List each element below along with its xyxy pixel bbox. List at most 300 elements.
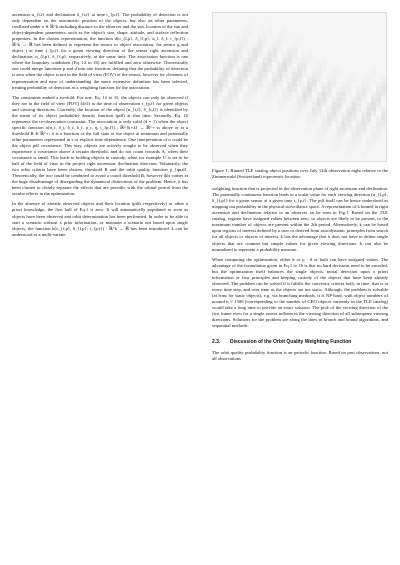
map-bin [371,77,376,82]
map-bin [317,67,322,72]
map-bin [257,72,262,77]
map-bin [376,117,381,122]
map-bin [332,141,337,146]
map-bin [228,62,233,67]
map-bin [223,97,228,102]
map-bin [297,102,302,107]
map-bin [262,62,267,67]
map-bin [292,48,297,53]
map-bin [366,117,371,122]
map-bin [307,112,312,117]
map-bin [376,82,381,87]
paragraph: weighting function that is projected in the observation plane of right ascension and declination. The potentially continuous function leads to a scalar value for each viewing direction (α_{f,p}, δ_{f,p}) for a given sensor at a given time t_{p,f}. The pdf itself can be hence understood as mapping out probability in the physical surveillance space. A representation of k binned in right ascension and declination relative to an observer an be seen in Fig.1. Based on the TLE catalog, regions have assigned values between zero, so objects are likely to be present, to the maximum number of objects are present within the 2th period. Alternatively, k can be based upon regions of interest defined by a user or derived from astrodynamic principles from search for all objects or objects of interest. k has the advantage that it does not have to define single objects that are counted but simple values for given viewing directions. k can also be normalized to represent a probability measure. [212,186,388,252]
map-bin [277,72,282,77]
map-bin [218,92,223,97]
map-bin [262,92,267,97]
map-bin [381,126,386,131]
map-bin [376,102,381,107]
map-bin [332,146,337,151]
map-bin [228,72,233,77]
map-bin [233,52,238,57]
map-bin [356,87,361,92]
map-bin [262,28,267,33]
map-bin [292,77,297,82]
map-bin [282,38,287,43]
map-bin [376,92,381,97]
map-bin [223,48,228,53]
map-bin [243,72,248,77]
section-heading [212,339,388,345]
map-bin [342,92,347,97]
map-bin [366,102,371,107]
map-bin [346,77,351,82]
map-bin [302,87,307,92]
map-bin [337,107,342,112]
map-bin [228,57,233,62]
map-bin [218,82,223,87]
map-bin [346,126,351,131]
map-bin [228,87,233,92]
map-bin [361,126,366,131]
map-bin [243,107,248,112]
map-bin [267,33,272,38]
map-bin [257,67,262,72]
map-bin [342,131,347,136]
map-bin [277,97,282,102]
map-bin [267,23,272,28]
map-bin [243,97,248,102]
map-bin [282,72,287,77]
map-bin [361,122,366,127]
map-bin [287,57,292,62]
map-bin [376,131,381,136]
map-bin [253,43,258,48]
map-bin [317,102,322,107]
map-bin [297,43,302,48]
map-bin [253,48,258,53]
map-bin [322,122,327,127]
map-bin [292,67,297,72]
map-bin [223,62,228,67]
map-bin [337,122,342,127]
map-bin [351,72,356,77]
map-bin [257,43,262,48]
map-bin [381,97,386,102]
map-bin [332,82,337,87]
map-bin [351,112,356,117]
map-bin [371,72,376,77]
map-bin [253,52,258,57]
map-bin [307,57,312,62]
map-bin [292,102,297,107]
map-bin [366,122,371,127]
map-bin [302,107,307,112]
map-bin [243,102,248,107]
map-bin [282,77,287,82]
map-bin [322,131,327,136]
right-column [212,12,388,362]
map-bin [297,97,302,102]
map-bin [257,38,262,43]
map-bin [262,52,267,57]
map-bin [287,97,292,102]
map-bin [322,102,327,107]
map-bin [233,82,238,87]
figure-caption: Figure 1: Binned TLE catalog object positions over July 12th observation night relative to the Zimmerwald (Switzerland) topocentric location. [212,168,388,180]
map-bin [272,77,277,82]
map-bin [366,146,371,151]
map-bin [322,82,327,87]
map-bin [238,67,243,72]
map-bin [381,87,386,92]
map-bin [297,62,302,67]
map-bin [317,62,322,67]
map-bin [376,126,381,131]
map-bin [346,112,351,117]
map-bin [238,38,243,43]
map-bin [292,112,297,117]
map-bin [366,87,371,92]
map-bin [248,97,253,102]
map-bin [371,136,376,141]
map-bin [317,72,322,77]
map-bin [223,107,228,112]
map-bin [267,28,272,33]
paragraph: In the absence of already observed objects and their location (pdfs respectively) or other a priori knowledge, the first half of Eq.1 is zero. It will automatically populated as soon as objects have been observed and orbit determination has been performed. In order to be able to start a scenario without a prior information, or maintain a scenario not based upon single objects, the function k(o_{f,p}, δ_{f,p}, t_{p,f}) : ℝ^k → ℝ has been introduced. k can be understood as a multi-variate [12,201,188,237]
map-bin [302,102,307,107]
map-bin [356,141,361,146]
map-bin [327,77,332,82]
map-bin [322,117,327,122]
map-bin [248,52,253,57]
paragraph: The constraints embed a twofold. For one, Eq. 12 to 15, the objects can only be observed if they are in the field of view (FOV) (dr/l) at the time of observation t_{p,f} for given objects and viewing directions. Currently, the location of the object (α_{t,f}, δ_{t,f}) is identified by the mean of its object probability density function (pdf) at that time. Secondly, Eq. 16 represents the re-observation constraint. The association is only valid (d = 1) when the object specific function σ(α_t, δ_t, δ_f, δ_f, ρ_t, η, t_{p,f}) : ℝ^{k+4} → ℝ^+ is above or at a threshold R ∈ ℝ^+; it is a function of the full state of the object at minimum and potentially other parameters represented in ε or explicit time dependence. One interpretation of σ could be the object pdf covariance. This way, objects are actively sought to be observed when they experience a covariance above a certain threshold, and do not count towards A, when their covariance is small. This leads to holding objects in custody, when for example U is set to be half of the field of view in the project right ascension, declination direction. Voluntarily, the two orbit criteria have been chosen, threshold R and the orbit quality function ρ_{qual}. Theoretically, the two could be combined to avoid a cutoff threshold R, however this comes at the huge disadvantage of disregarding the dynamical distinctions of the problem. Hence, it has been chosen to clearly separate the effects that are periodic with the orbital period from the secular effects in the optimization. [12,94,188,197]
map-bin [292,43,297,48]
map-bin [233,97,238,102]
map-bin [218,77,223,82]
map-bin [243,67,248,72]
map-bin [213,82,218,87]
map-bin [317,77,322,82]
map-bin [238,52,243,57]
map-bin [381,117,386,122]
map-bin [262,97,267,102]
map-bin [218,87,223,92]
map-bin [302,62,307,67]
map-bin [272,87,277,92]
figure-1 [212,12,387,162]
map-bin [297,72,302,77]
map-bin [272,43,277,48]
map-bin [361,117,366,122]
map-bin [366,141,371,146]
map-bin [287,62,292,67]
map-bin [233,43,238,48]
map-bin [262,57,267,62]
map-bin [223,82,228,87]
map-bin [356,97,361,102]
map-bin [248,92,253,97]
map-bin [371,102,376,107]
map-bin [346,87,351,92]
map-bin [312,112,317,117]
map-bin [327,92,332,97]
map-bin [351,102,356,107]
map-bin [223,112,228,117]
map-bin [272,52,277,57]
map-bin [238,48,243,53]
map-bin [223,67,228,72]
map-bin [366,107,371,112]
map-bin [233,92,238,97]
map-bin [332,107,337,112]
map-bin [287,92,292,97]
map-bin [292,82,297,87]
map-bin [327,107,332,112]
map-bin [297,82,302,87]
map-bin [257,77,262,82]
map-bin [243,57,248,62]
map-bin [238,57,243,62]
map-bin [322,97,327,102]
map-bin [257,48,262,53]
map-bin [253,82,258,87]
map-bin [307,92,312,97]
map-bin [282,97,287,102]
map-bin [262,67,267,72]
map-bin [282,87,287,92]
map-bin [257,52,262,57]
map-bin [218,52,223,57]
map-bin [371,131,376,136]
map-bin [243,92,248,97]
map-bin [317,131,322,136]
map-bin [267,62,272,67]
map-bin [317,107,322,112]
map-bin [302,92,307,97]
map-bin [361,151,366,156]
map-bin [267,87,272,92]
map-bin [213,67,218,72]
map-bin [238,107,243,112]
map-bin [218,48,223,53]
map-bin [277,43,282,48]
map-bin [297,92,302,97]
map-bin [292,52,297,57]
map-bin [238,72,243,77]
map-bin [297,57,302,62]
map-bin [371,126,376,131]
map-bin [361,82,366,87]
map-bin [213,126,218,131]
map-bin [332,117,337,122]
map-bin [282,57,287,62]
map-bin [322,57,327,62]
map-bin [302,52,307,57]
map-bin [287,87,292,92]
map-bin [272,92,277,97]
map-bin [337,72,342,77]
map-bin [228,67,233,72]
map-bin [218,117,223,122]
map-bin [272,72,277,77]
map-bin [292,107,297,112]
map-bin [342,97,347,102]
map-bin [213,77,218,82]
map-bin [322,87,327,92]
map-bin [317,126,322,131]
map-bin [243,77,248,82]
map-bin [327,122,332,127]
map-bin [361,77,366,82]
map-bin [376,87,381,92]
map-bin [228,97,233,102]
map-bin [243,28,248,33]
map-bin [297,107,302,112]
map-bin [243,82,248,87]
map-bin [381,82,386,87]
map-bin [302,72,307,77]
map-bin [262,72,267,77]
map-bin [381,77,386,82]
map-bin [292,92,297,97]
map-bin [213,122,218,127]
map-bin [376,97,381,102]
map-bin [322,67,327,72]
map-bin [218,112,223,117]
map-bin [292,72,297,77]
map-bin [248,72,253,77]
map-bin [267,92,272,97]
map-bin [361,92,366,97]
map-bin [297,67,302,72]
map-bin [366,82,371,87]
section-title: Discussion of the Orbit Quality Weighting Function [230,339,352,346]
map-bin [327,72,332,77]
map-bin [327,112,332,117]
map-bin [346,117,351,122]
map-bin [346,146,351,151]
map-bin [233,48,238,53]
map-bin [307,82,312,87]
map-bin [218,107,223,112]
map-bin [356,92,361,97]
map-bin [257,62,262,67]
map-bin [277,67,282,72]
map-bin [257,33,262,38]
map-bin [371,112,376,117]
map-bin [351,141,356,146]
map-bin [317,136,322,141]
map-bin [342,112,347,117]
map-bin [346,122,351,127]
map-bin [356,131,361,136]
map-bin [282,62,287,67]
map-bin [356,122,361,127]
map-bin [332,97,337,102]
map-bin [262,77,267,82]
map-bin [351,131,356,136]
map-bin [262,102,267,107]
map-bin [213,52,218,57]
map-bin [253,92,258,97]
map-bin [332,112,337,117]
map-bin [366,77,371,82]
map-bin [342,126,347,131]
map-bin [351,146,356,151]
map-bin [243,38,248,43]
map-bin [327,82,332,87]
map-bin [376,122,381,127]
map-bin [287,82,292,87]
map-bin [307,48,312,53]
map-bin [351,126,356,131]
map-bin [332,67,337,72]
map-bin [346,92,351,97]
map-bin [287,52,292,57]
map-bin [248,82,253,87]
map-bin [346,141,351,146]
map-bin [356,126,361,131]
map-bin [253,62,258,67]
map-bin [223,43,228,48]
map-bin [376,107,381,112]
map-bin [337,102,342,107]
map-bin [312,107,317,112]
map-bin [307,72,312,77]
map-bin [351,136,356,141]
map-bin [238,77,243,82]
map-bin [248,57,253,62]
map-bin [262,38,267,43]
map-bin [233,87,238,92]
map-bin [213,87,218,92]
map-bin [257,87,262,92]
map-bin [292,38,297,43]
map-bin [312,87,317,92]
map-bin [267,57,272,62]
map-bin [356,117,361,122]
map-bin [337,126,342,131]
map-bin [277,107,282,112]
map-bin [277,102,282,107]
section-number: 2.3. [212,339,221,346]
map-bin [238,87,243,92]
map-bin [307,97,312,102]
map-bin [272,82,277,87]
map-bin [371,92,376,97]
map-bin [243,48,248,53]
map-bin [337,92,342,97]
map-bin [322,92,327,97]
map-bin [302,67,307,72]
map-bin [282,92,287,97]
map-bin [238,82,243,87]
map-bin [287,77,292,82]
map-bin [253,87,258,92]
map-bin [312,102,317,107]
map-bin [233,62,238,67]
map-bin [302,82,307,87]
map-bin [267,48,272,53]
map-bin [213,117,218,122]
map-bin [228,102,233,107]
map-bin [312,97,317,102]
map-bin [361,112,366,117]
paragraph: The orbit quality probability function is an periodic function. Based on past observations, not all observations [212,350,388,362]
paragraph: When computing the optimization, either k or p · d or both can have assigned values. The advantage of the formulation given in Eq.1 to 16 is that no hard decisions need to be encoded, but the optimization itself balances the single objects, initial detection upon a priori information or first principles and keeping custody of the objects that have been already observed. The problem can be solved if it fulfills the convexity criteria both, in time, that is at every time step, and over time as the objects are not static. Although, the problem is solvable (at least for static objects), e.g. via branching methods, it is NP-hard, with object numbers of around n ≈ 1300 (corresponding to the number of GEO objects currently in the TLE catalog) would take a long time to provide an exact solution. The pick of the viewing direction of the first frame even for a single sensor influences the viewing direction of all subsequent viewing directions. Solutions for the problem are along the lines of branch and bound algorithms, and sequential methods. [212,256,388,329]
map-bin [248,87,253,92]
map-bin [312,122,317,127]
